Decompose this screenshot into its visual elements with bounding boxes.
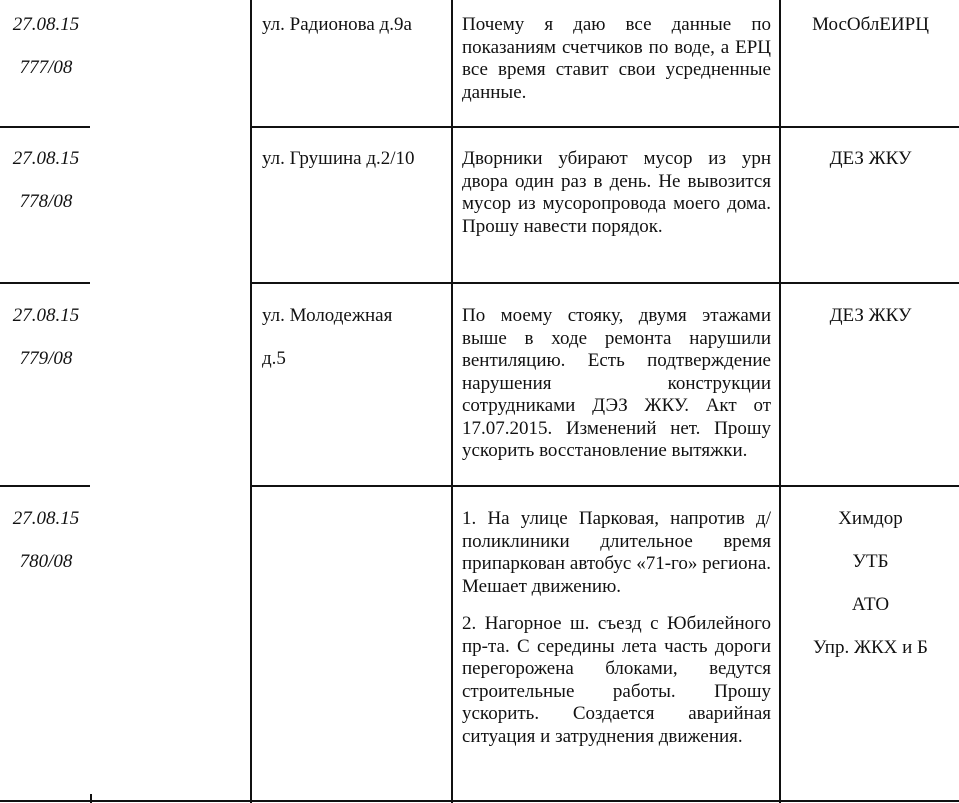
row-divider — [0, 485, 90, 487]
row-2-date-cell — [0, 148, 92, 234]
row-divider — [0, 126, 90, 128]
row-text-item-1: 1. На улице Парковая, напротив д/ поликлиники длительное время припаркован автобус «71-го» региона. Мешает движению. — [462, 508, 771, 597]
row-address-line-2: д.5 — [262, 348, 286, 369]
margin-tick — [90, 794, 92, 803]
row-2-address-cell — [262, 148, 442, 191]
column-divider — [451, 0, 453, 803]
row-4-text-cell — [462, 508, 771, 763]
row-text: Почему я даю все данные по показаниям счетчиков по воде, а ЕРЦ все время ставит свои усредненные данные. — [462, 14, 771, 103]
column-divider — [250, 0, 252, 803]
row-1-text-cell — [462, 14, 771, 119]
row-2-org-cell — [782, 148, 959, 191]
row-org: МосОблЕИРЦ — [812, 14, 929, 35]
row-org: АТО — [851, 594, 890, 615]
row-3-date-cell — [0, 305, 92, 391]
row-org: Химдор — [838, 508, 903, 529]
row-date: 27.08.15 — [12, 148, 80, 169]
row-4-date-cell — [0, 508, 92, 594]
row-org: ДЕЗ ЖКУ — [829, 148, 912, 169]
column-divider — [779, 0, 781, 803]
row-divider — [0, 282, 90, 284]
row-1-org-cell — [782, 14, 959, 57]
row-3-text-cell — [462, 305, 771, 478]
row-date: 27.08.15 — [12, 305, 80, 326]
row-date: 27.08.15 — [12, 508, 80, 529]
row-divider — [250, 126, 959, 128]
row-number: 777/08 — [19, 57, 73, 78]
row-address: ул. Молодежная — [262, 305, 393, 326]
row-number: 778/08 — [19, 191, 73, 212]
row-3-org-cell — [782, 305, 959, 348]
row-4-org-cell — [782, 508, 959, 680]
row-divider — [0, 800, 959, 802]
row-org: Упр. ЖКХ и Б — [813, 637, 928, 658]
row-divider — [250, 485, 959, 487]
row-org: УТБ — [852, 551, 889, 572]
row-divider — [250, 282, 959, 284]
row-text: По моему стояку, двумя этажами выше в ходе ремонта нарушили вентиляцию. Есть подтверждение нарушения конструкции сотрудниками ДЭЗ ЖКУ. Акт от 17.07.2015. Изменений нет. Прошу ускорить восстановление вытяжки. — [462, 305, 771, 461]
row-address: ул. Радионова д.9а — [262, 14, 412, 35]
row-text-item-2: 2. Нагорное ш. съезд с Юбилейного пр-та. С середины лета часть дороги перегорожена блоками, ведутся строительные работы. Прошу ускорить. Создается аварийная ситуация и затруднения движения. — [462, 613, 771, 747]
row-2-text-cell — [462, 148, 771, 253]
row-org: ДЕЗ ЖКУ — [829, 305, 912, 326]
row-1-date-cell — [0, 14, 92, 100]
row-address: ул. Грушина д.2/10 — [262, 148, 415, 169]
row-1-address-cell — [262, 14, 442, 57]
row-3-address-cell — [262, 305, 442, 391]
row-text: Дворники убирают мусор из урн двора один раз в день. Не вывозится мусор из мусоропровода моего дома. Прошу навести порядок. — [462, 148, 771, 237]
row-number: 780/08 — [19, 551, 73, 572]
row-date: 27.08.15 — [12, 14, 80, 35]
row-number: 779/08 — [19, 348, 73, 369]
